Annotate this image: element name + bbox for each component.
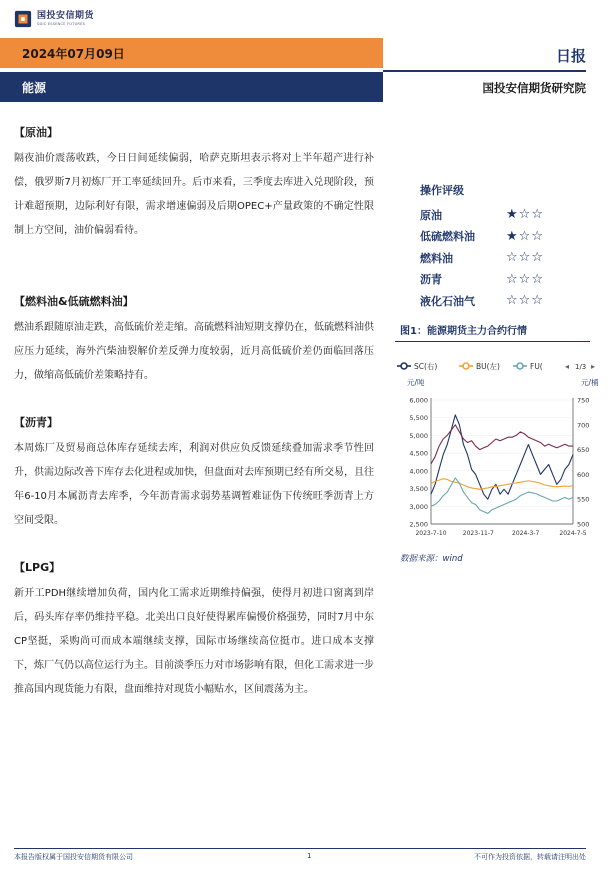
- star-empty-icon: ☆: [518, 293, 531, 309]
- y-left-tick: 6,000: [409, 396, 428, 405]
- y-left-unit: 元/吨: [407, 378, 425, 387]
- star-empty-icon: ☆: [518, 207, 531, 223]
- y-left-tick: 4,500: [409, 449, 428, 458]
- legend-prev-icon: ◂: [565, 362, 570, 371]
- star-empty-icon: ☆: [518, 228, 531, 244]
- section-body: 隔夜油价震荡收跌，今日日间延续偏弱，哈萨克斯坦表示将对上半年超产进行补偿，俄罗斯7月初炼厂开工率延续回升。后市来看，三季度去库进入兑现阶段，预计难超预期，边际利好有限，需求增速偏弱及后期OPEC+产量政策的不确定性限制上方空间，油价偏弱看待。: [14, 153, 374, 236]
- section-title: 【LPG】: [14, 561, 61, 574]
- logo-name-cn: 国投安信期货: [37, 10, 95, 21]
- rating-panel: [420, 182, 590, 312]
- legend-label: FU(: [530, 362, 543, 371]
- star-empty-icon: ☆: [531, 271, 543, 287]
- report-category: 能源: [22, 81, 47, 95]
- x-tick: 2024-7-5: [559, 530, 587, 537]
- y-left-tick: 3,500: [409, 485, 428, 494]
- data-source: 数据来源：wind: [400, 554, 463, 564]
- star-empty-icon: ☆: [506, 293, 518, 309]
- section-crude-oil: [14, 125, 374, 243]
- rating-product: 液化石油气: [420, 294, 475, 308]
- footer-disclaimer: 不可作为投资依据，转载请注明出处: [474, 853, 586, 861]
- rating-product: 燃料油: [420, 251, 453, 265]
- rating-stars: [506, 208, 543, 221]
- rating-product: 沥青: [420, 273, 442, 287]
- y-left-tick: 4,000: [409, 467, 428, 476]
- series-line-fu: [431, 478, 573, 514]
- rating-row: [420, 290, 590, 312]
- y-left-tick: 5,500: [409, 414, 428, 423]
- legend-page: 1/3: [575, 363, 587, 371]
- rating-product: 原油: [420, 208, 442, 222]
- star-empty-icon: ☆: [506, 250, 518, 266]
- star-empty-icon: ☆: [531, 250, 543, 266]
- rating-row: [420, 247, 590, 269]
- legend-marker: [517, 363, 523, 369]
- star-filled-icon: ★: [506, 207, 518, 223]
- figure-title: 图1：能源期货主力合约行情: [400, 326, 527, 337]
- star-empty-icon: ☆: [531, 293, 543, 309]
- section-body: 本周炼厂及贸易商总体库存延续去库，利润对供应负反馈延续叠加需求季节性回升，供需边际改善下库存去化进程或加快，但盘面对去库预期已经有所交易，且往年6-10月本属沥青去库季，今年沥青需求弱势基调暂难证伪下传统旺季沥青上方空间受限。: [14, 443, 374, 526]
- y-left-tick: 3,000: [409, 502, 428, 511]
- y-left-tick: 5,000: [409, 431, 428, 440]
- legend-label: SC(右): [414, 362, 438, 371]
- x-tick: 2024-3-7: [512, 530, 540, 537]
- y-right-tick: 700: [577, 421, 590, 430]
- legend-marker: [463, 363, 469, 369]
- price-chart: [393, 352, 601, 544]
- y-right-tick: 500: [577, 520, 590, 529]
- star-empty-icon: ☆: [518, 271, 531, 287]
- rating-row: [420, 269, 590, 291]
- x-tick: 2023-11-7: [462, 530, 494, 537]
- rating-row: [420, 226, 590, 248]
- institute-name: 国投安信期货研究院: [482, 81, 586, 95]
- section-body: 燃油系跟随原油走跌，高低硫价差走缩。高硫燃料油短期支撑仍在，低硫燃料油供应压力延续，海外汽柴油裂解价差反弹力度较弱，近月高低硫价差仍面临回落压力，做缩高低硫价差策略持有。: [14, 322, 374, 381]
- section-body: 新开工PDH继续增加负荷，国内化工需求近期维持偏强，使得月初进口窗离到岸后，码头库存率仍维持平稳。北美出口良好使得累库偏慢价格强势，同时7月中东CP坚挺，采购尚可而成本端继续支撑，国际市场继续高位挺市。进口成本支撑下，炼厂气仍以高位运行为主。目前淡季压力对市场影响有限，但化工需求进一步推高国内现货能力有限，盘面维持对现货小幅贴水，区间震荡为主。: [14, 588, 374, 695]
- logo-name-en: SDIC ESSENCE FUTURES: [37, 21, 86, 26]
- y-left-tick: 2,500: [409, 520, 428, 529]
- report-date: 2024年07月09日: [22, 47, 125, 61]
- star-empty-icon: ☆: [518, 250, 531, 266]
- company-logo: [14, 10, 94, 28]
- star-empty-icon: ☆: [531, 228, 543, 244]
- star-empty-icon: ☆: [506, 271, 518, 287]
- y-right-unit: 元/桶: [581, 378, 599, 387]
- section-title: 【沥青】: [14, 416, 58, 429]
- star-empty-icon: ☆: [531, 207, 543, 223]
- legend-next-icon: ▸: [591, 362, 596, 371]
- section-title: 【燃料油&低硫燃料油】: [14, 295, 134, 308]
- x-tick: 2023-7-10: [415, 530, 447, 537]
- rating-stars: [506, 294, 543, 307]
- rating-stars: [506, 230, 543, 243]
- series-line-pg: [431, 425, 573, 464]
- legend-marker: [401, 363, 407, 369]
- logo-mark-icon: [14, 10, 32, 28]
- report-type: 日报: [555, 47, 586, 65]
- category-band: [0, 72, 383, 102]
- section-fuel-oil: [14, 294, 374, 388]
- rating-row: [420, 204, 590, 226]
- section-title: 【原油】: [14, 126, 58, 139]
- footer-copyright: 本报告版权属于国投安信期货有限公司: [14, 853, 133, 861]
- section-lpg: [14, 560, 374, 702]
- page-number: 1: [307, 852, 312, 860]
- y-right-tick: 550: [577, 495, 590, 504]
- rating-stars: [506, 251, 543, 264]
- star-filled-icon: ★: [506, 228, 518, 244]
- footer-rule: [14, 848, 586, 849]
- rating-product: 低硫燃料油: [420, 230, 475, 244]
- y-right-tick: 600: [577, 470, 590, 479]
- y-right-tick: 650: [577, 446, 590, 455]
- rating-stars: [506, 273, 543, 286]
- y-right-tick: 750: [577, 396, 590, 405]
- figure-rule: [395, 341, 590, 342]
- legend-label: BU(左): [476, 362, 500, 371]
- rating-title: 操作评级: [420, 184, 464, 197]
- header-rule: [383, 70, 586, 72]
- section-asphalt: [14, 415, 374, 533]
